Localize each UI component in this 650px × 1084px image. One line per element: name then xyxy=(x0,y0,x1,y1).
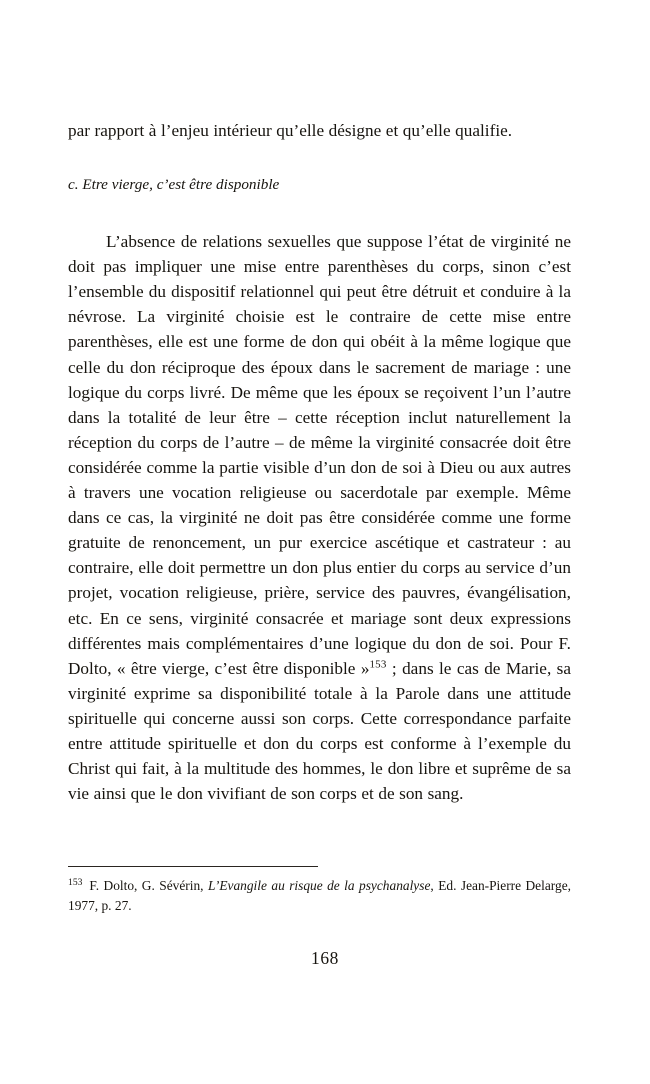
footnote-entry xyxy=(68,876,571,915)
footnote-area xyxy=(68,866,571,915)
main-paragraph-part1: L’absence de relations sexuelles que suppose l’état de virginité ne doit pas impliquer une mise entre parenthèses du corps, sinon c’est l’ensemble du dispositif relationnel qui peut être détruit et conduire à la névrose. La virginité choisie est le contraire de cette mise entre parenthèses, elle est une forme de don qui obéit à la même logique que celle du don réciproque des époux dans le sacrement de mariage : une logique du corps livré. De même que les époux se reçoivent l’un l’autre dans la totalité de leur être – cette réception inclut naturellement la réception du corps de l’autre – de même la virginité consacrée doit être considérée comme la partie visible d’un don de soi à Dieu ou aux autres à travers une vocation religieuse ou sacerdotale par exemple. Même dans ce cas, la virginité ne doit pas être considérée comme une forme gratuite de renoncement, un pur exercice ascétique et castrateur : au contraire, elle doit permettre un don plus entier du corps au service d’un projet, vocation religieuse, prière, service des pauvres, évangélisation, etc. En ce sens, virginité consacrée et mariage sont deux expressions différentes mais complémentaires d’une logique du don de soi. Pour F. Dolto, « être vierge, c’est être disponible » xyxy=(68,232,571,678)
footnote-separator-rule xyxy=(68,866,318,867)
main-paragraph xyxy=(68,229,571,806)
spacer-before-heading xyxy=(68,143,571,174)
page-number: 168 xyxy=(311,948,339,968)
footnote-number: 153 xyxy=(68,876,83,888)
footnote-reference-marker[interactable]: 153 xyxy=(369,657,387,670)
section-heading: c. Etre vierge, c’est être disponible xyxy=(68,176,280,194)
footnote-work-title: L’Evangile au risque de la psychanalyse xyxy=(207,878,431,893)
main-paragraph-part2: ; dans le cas de Marie, sa virginité exprime sa disponibilité totale à la Parole dans une attitude spirituelle qui concerne aussi son corps. Cette correspondance parfaite entre attitude spirituelle et don du corps est conforme à l’exemple du Christ qui fait, à la multitude des hommes, le don libre et suprême de sa vie ainsi que le don vivifiant de son corps et de son sang. xyxy=(68,658,571,804)
page-text-block xyxy=(68,118,571,806)
intro-paragraph: par rapport à l’enjeu intérieur qu’elle désigne et qu’elle qualifie. xyxy=(68,121,513,140)
spacer-after-heading xyxy=(68,196,571,229)
footnote-text-before-title: F. Dolto, G. Sévérin, xyxy=(84,878,208,893)
footnote-text-after-title: , Ed. Jean-Pierre Delarge, 1977, p. 27. xyxy=(68,878,571,913)
